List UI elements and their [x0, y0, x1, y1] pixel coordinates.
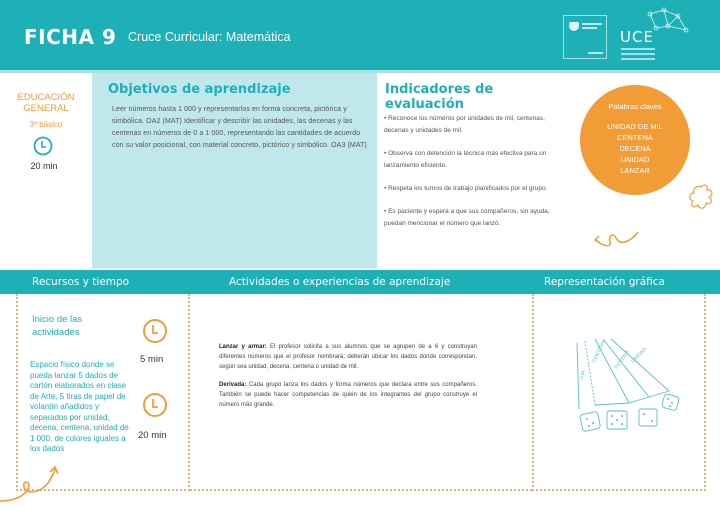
section-header-bar [0, 270, 720, 294]
materials-text: Espacio físico donde se pueda lanzar 5 dados de cartón elaborados en clase de Arte, 5 tiras de papel de volantín añadidos y separados por unidad, decena, centena, unidad de 1 000, de colores iguales a los dados [30, 360, 129, 453]
squiggle-arrow-icon [590, 228, 640, 250]
dice-strips-illustration [565, 335, 685, 445]
curly-arrow-icon [0, 455, 70, 509]
subtitle: Cruce Curricular: Matemática [128, 30, 291, 44]
svg-text:UNIDAD: UNIDAD [630, 346, 648, 365]
graphic-header: Representación gráfica [544, 276, 665, 288]
flower-icon [686, 182, 716, 212]
svg-text:CENTENA: CENTENA [591, 339, 607, 364]
time-start: 5 min [140, 354, 164, 365]
uce-logo: UCE [620, 28, 654, 46]
uce-subtitle [621, 48, 655, 63]
duration: 20 min [30, 161, 58, 171]
objectives-text: Leer números hasta 1 000 y representarlos en forma concreta, pictórica y simbólica. OA2 (MAT) Identificar y describir las unidades, las decenas y las centenas en números de 0 a 1 000, representando las cantidades de acuerdo con su valor posicional, con material concreto, pictórico y simbólico. OA3 (MAT) [112, 106, 367, 149]
clock-icon [33, 136, 53, 156]
activity-paragraph: Derivada: Cada grupo lanza los dados y forma números que declara entre sus compañeros. También se puede hacer competencias de quién de los integrantes del grupo construye el número más grande. [219, 382, 477, 408]
indicator-item: • Es paciente y espera a que sus compañeros, sin ayuda, puedan mencionar el número que lanzó. [384, 208, 550, 227]
grade-level: 3º básico [29, 120, 63, 129]
keyword: UNIDAD DE MIL [607, 122, 663, 131]
shield-icon [569, 22, 579, 31]
indicator-item: • Observa con detención la técnica más efectiva para un lanzamiento eficiente. [384, 150, 547, 169]
svg-text:DECENA: DECENA [613, 349, 631, 371]
network-icon [642, 4, 692, 40]
activities-box-border [190, 489, 532, 491]
indicators-list [384, 113, 571, 241]
education-level: EDUCACIÓN GENERAL [17, 92, 75, 114]
level-info [0, 73, 92, 268]
keywords-title: Palabras claves [608, 102, 662, 111]
ficha-number: FICHA 9 [24, 25, 117, 49]
indicator-item: • Respeta los turnos de trabajo planificados por el grupo. [384, 185, 548, 192]
keywords-circle [580, 85, 690, 195]
keyword: DECENA [619, 144, 651, 153]
indicators-title: Indicadores de evaluación [385, 82, 494, 112]
keyword: UNIDAD [620, 155, 650, 164]
clock-icon [142, 318, 168, 344]
objectives-title: Objetivos de aprendizaje [108, 82, 291, 97]
header-bar [0, 0, 720, 70]
keyword: LANZAR [620, 166, 650, 175]
indicator-item: • Reconoce los números por unidades de mil, centenas, decenas y unidades de mil. [384, 115, 545, 134]
activities-text [219, 342, 477, 418]
government-logo [563, 15, 607, 59]
start-activities-title: Inicio de las actividades [32, 314, 83, 338]
activity-paragraph: Lanzar y armar: El profesor solicita a sus alumnos que se agrupen de a 6 y construyan diferentes números que el profesor nombrará; deberán ubicar los dados donde correspondan, según sea unidad, decena, centena o unidad de mil. [219, 344, 477, 370]
keywords-list [580, 121, 690, 176]
resources-header: Recursos y tiempo [32, 276, 130, 288]
objectives-panel [92, 73, 377, 268]
indicators-panel [377, 73, 572, 268]
time-main: 20 min [138, 430, 167, 441]
svg-text:U.M.: U.M. [579, 368, 587, 381]
keyword: CENTENA [617, 133, 653, 142]
clock-icon [142, 392, 168, 418]
activities-header: Actividades o experiencias de aprendizaje [229, 276, 451, 288]
